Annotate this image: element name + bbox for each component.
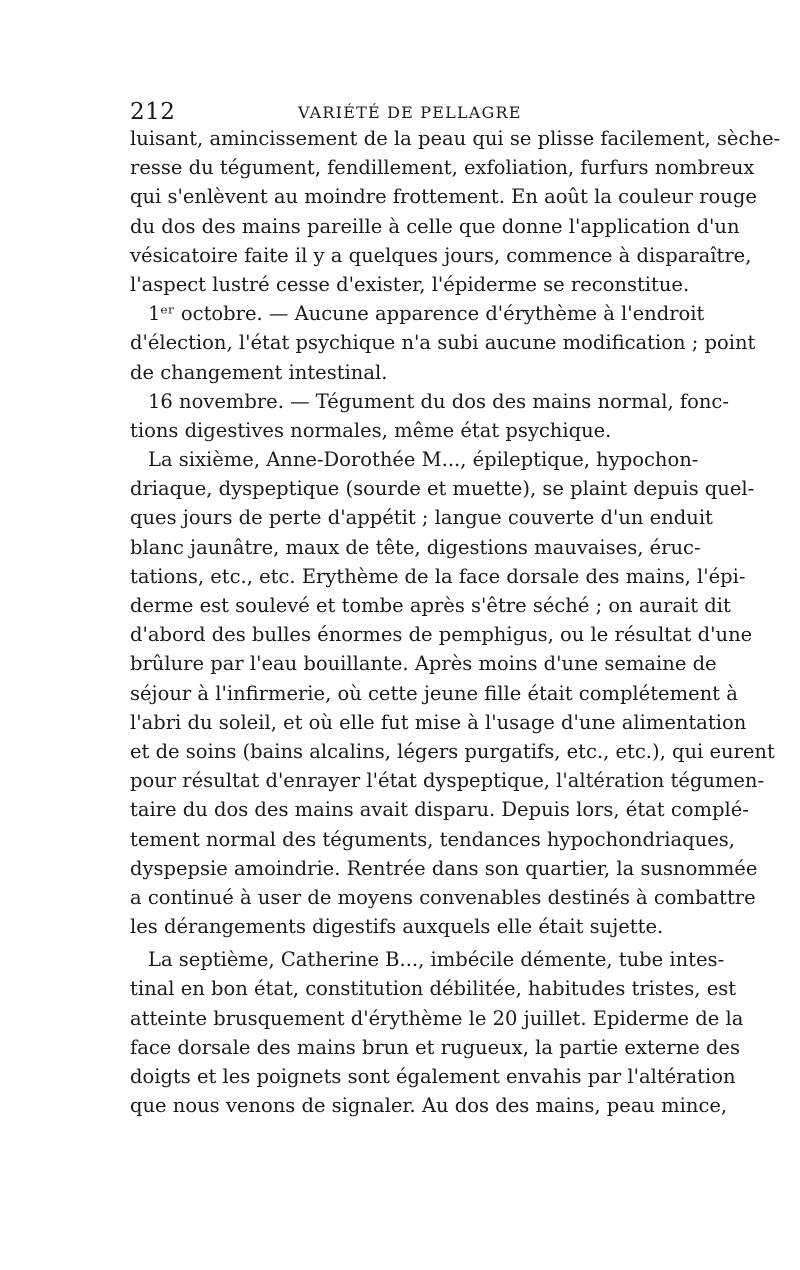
text-line: d'abord des bulles énormes de pemphigus, ou le résultat d'une bbox=[130, 623, 753, 647]
text-line: derme est soulevé et tombe après s'être séché ; on aurait dit bbox=[130, 594, 731, 617]
body-text bbox=[130, 124, 781, 1120]
text-line: dyspepsie amoindrie. Rentrée dans son quartier, la susnommée bbox=[130, 856, 758, 880]
text-line: et de soins (bains alcalins, légers purgatifs, etc., etc.), qui eurent bbox=[130, 739, 775, 763]
text-line: d'élection, l'état psychique n'a subi aucune modification ; point bbox=[130, 331, 756, 355]
text-line: 16 novembre. — Tégument du dos des mains normal, fonc- bbox=[148, 389, 729, 413]
text-line: les dérangements digestifs auxquels elle était sujette. bbox=[130, 915, 664, 939]
text-line: La sixième, Anne-Dorothée M..., épileptique, hypochon- bbox=[148, 448, 699, 472]
text-line: luisant, amincissement de la peau qui se plisse facilement, sèche- bbox=[130, 127, 781, 150]
text-line: resse du tégument, fendillement, exfoliation, furfurs nombreux bbox=[130, 156, 755, 180]
text-line: tement normal des téguments, tendances hypochondriaques, bbox=[130, 827, 735, 851]
text-line: 1ᵉʳ octobre. — Aucune apparence d'érythème à l'endroit bbox=[148, 302, 705, 326]
page-number: 212 bbox=[130, 99, 176, 125]
text-line: pour résultat d'enrayer l'état dyspeptique, l'altération tégumen- bbox=[130, 769, 765, 793]
text-line: blanc jaunâtre, maux de tête, digestions mauvaises, éruc- bbox=[130, 535, 701, 559]
text-line: face dorsale des mains brun et rugueux, la partie externe des bbox=[130, 1035, 740, 1059]
text-line: tinal en bon état, constitution débilitée, habitudes tristes, est bbox=[130, 977, 737, 1001]
text-line: du dos des mains pareille à celle que donne l'application d'un bbox=[130, 214, 740, 238]
text-line: ques jours de perte d'appétit ; langue couverte d'un enduit bbox=[130, 506, 713, 530]
text-line: l'aspect lustré cesse d'exister, l'épiderme se reconstitue. bbox=[130, 272, 690, 296]
running-head: VARIÉTÉ DE PELLAGRE bbox=[298, 103, 522, 122]
text-line: atteinte brusquement d'érythème le 20 juillet. Epiderme de la bbox=[130, 1006, 744, 1030]
text-line: driaque, dyspeptique (sourde et muette), se plaint depuis quel- bbox=[130, 477, 755, 501]
text-line: La septième, Catherine B..., imbécile démente, tube intes- bbox=[148, 948, 725, 972]
text-line: séjour à l'infirmerie, où cette jeune fille était complétement à bbox=[130, 681, 738, 705]
text-line: doigts et les poignets sont également envahis par l'altération bbox=[130, 1065, 736, 1088]
text-line: tions digestives normales, même état psychique. bbox=[130, 418, 612, 442]
text-line: vésicatoire faite il y a quelques jours, commence à disparaître, bbox=[130, 243, 752, 267]
text-line: tations, etc., etc. Erythème de la face dorsale des mains, l'épi- bbox=[130, 564, 746, 588]
text-line: taire du dos des mains avait disparu. Depuis lors, état complé- bbox=[130, 798, 749, 822]
text-line: l'abri du soleil, et où elle fut mise à l'usage d'une alimentation bbox=[130, 710, 747, 734]
text-line: brûlure par l'eau bouillante. Après moins d'une semaine de bbox=[130, 652, 717, 676]
text-line: a continué à user de moyens convenables destinés à combattre bbox=[130, 885, 756, 909]
text-line: que nous venons de signaler. Au dos des mains, peau mince, bbox=[130, 1094, 728, 1118]
text-line: qui s'enlèvent au moindre frottement. En août la couleur rouge bbox=[130, 185, 757, 209]
text-line: de changement intestinal. bbox=[130, 360, 388, 384]
